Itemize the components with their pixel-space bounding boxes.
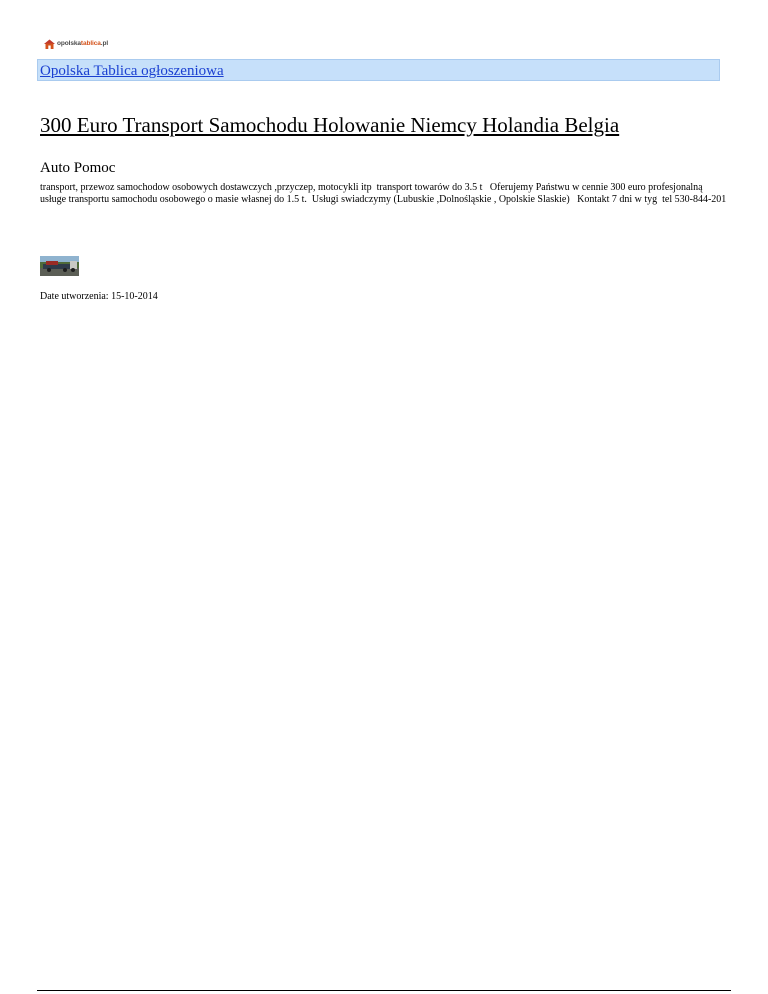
site-home-link[interactable]: Opolska Tablica ogłoszeniowa	[40, 63, 224, 79]
page-divider	[37, 990, 731, 991]
logo-text	[57, 41, 108, 48]
site-logo[interactable]	[44, 37, 112, 51]
logo-text-opolska: opolska	[57, 39, 81, 47]
ad-subtitle: Auto Pomoc	[40, 160, 116, 176]
ad-description: transport, przewoz samochodow osobowych dostawczych ,przyczep, motocykli itp transport towarów do 3.5 t Oferujemy Państwu w cennie 300 euro profesjonalną usługe transportu samochodu osobowego o masie własnej do 1.5 t. Usługi swiadczymy (Lubuskie ,Dolnośląskie , Opolskie Slaskie) Kontakt 7 dni w tyg tel 530-844-201	[40, 182, 727, 206]
logo-text-tablica: tablica	[80, 39, 101, 47]
tow-truck-photo[interactable]	[40, 256, 79, 276]
ad-title: 300 Euro Transport Samochodu Holowanie Niemcy Holandia Belgia	[40, 113, 620, 137]
house-logo-icon	[44, 39, 55, 49]
ad-created-date: Date utworzenia: 15-10-2014	[40, 291, 158, 302]
site-header-bar	[37, 59, 720, 81]
logo-text-domain: .pl	[100, 39, 109, 47]
